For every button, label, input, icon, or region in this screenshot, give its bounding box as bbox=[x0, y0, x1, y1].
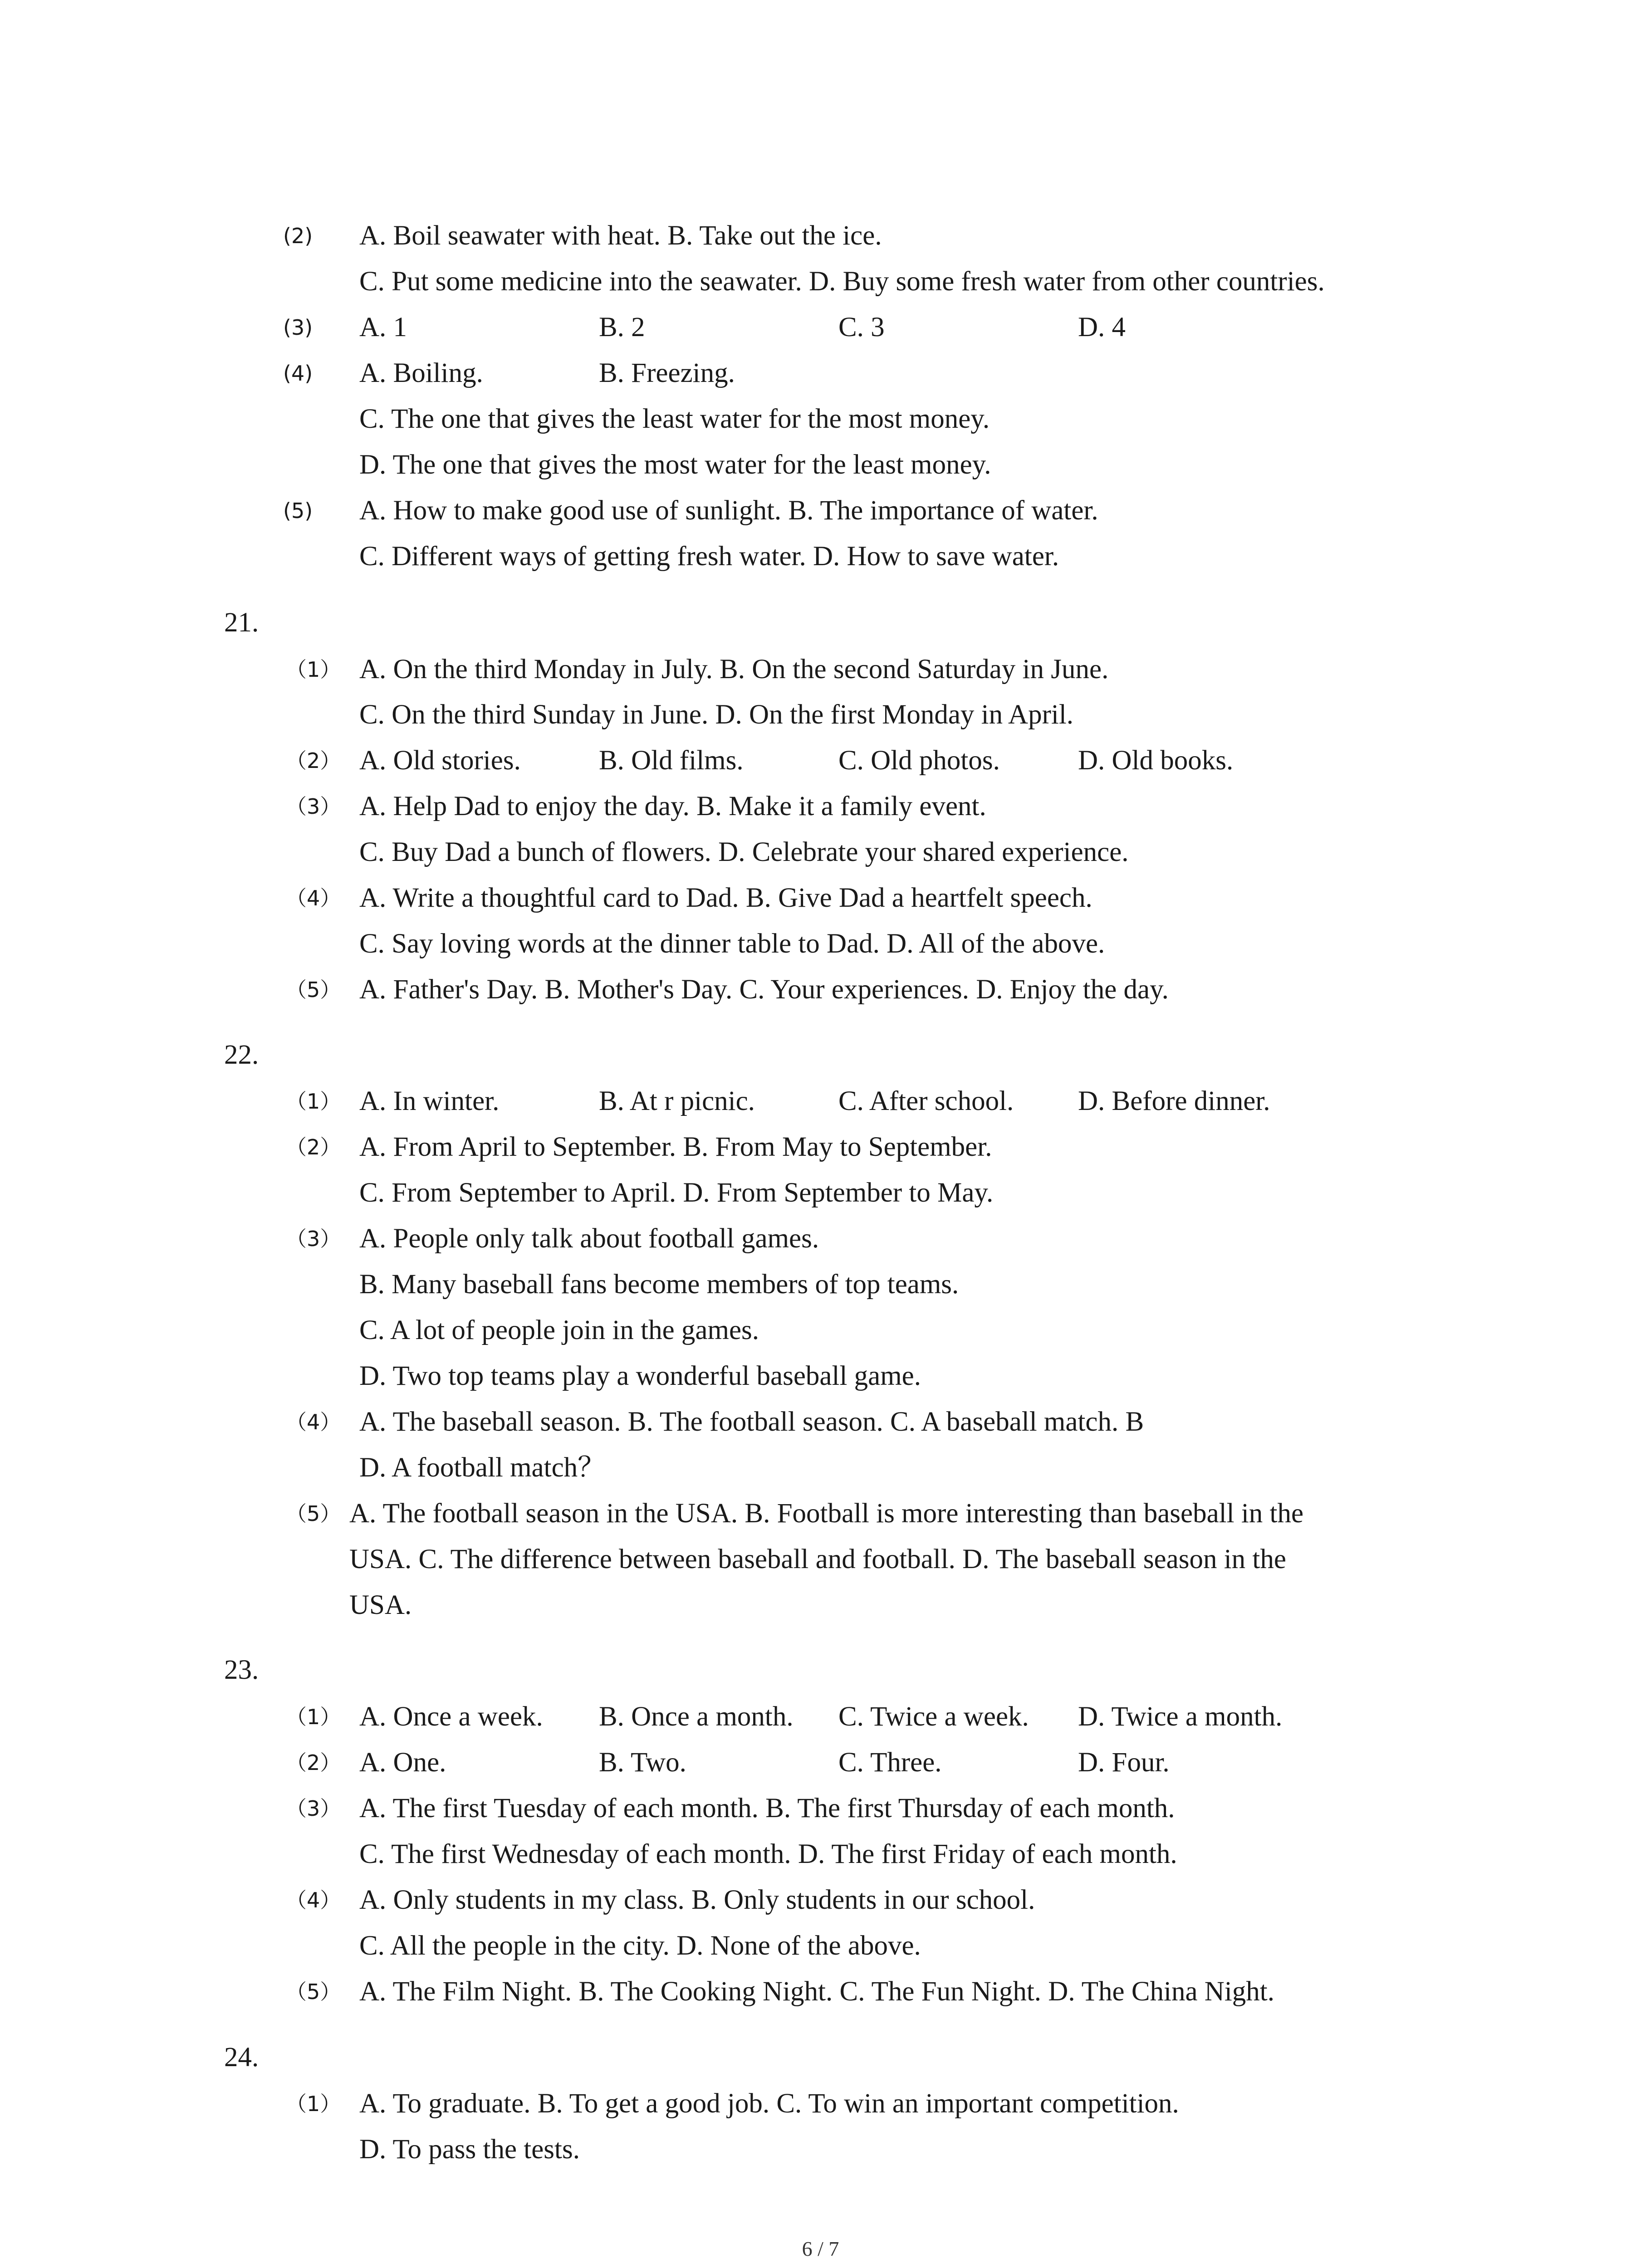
question-number: 23. bbox=[224, 1655, 259, 1685]
question-number: 24. bbox=[224, 2042, 259, 2072]
item-mark: （3） bbox=[286, 1227, 341, 1251]
option-line: A. People only talk about football games. bbox=[359, 1223, 819, 1254]
item-mark: （5） bbox=[286, 1980, 341, 2004]
option-a: A. Once a week. bbox=[359, 1701, 543, 1732]
option-b: B. Freezing. bbox=[599, 358, 735, 388]
option-line: USA. C. The difference between baseball and football. D. The baseball season in the bbox=[349, 1544, 1286, 1574]
option-line: D. Two top teams play a wonderful baseball game. bbox=[359, 1361, 921, 1391]
page-number: 6 / 7 bbox=[802, 2237, 839, 2260]
item-mark: （4） bbox=[286, 886, 341, 910]
option-line: A. The Film Night. B. The Cooking Night. C. The Fun Night. D. The China Night. bbox=[359, 1976, 1274, 2007]
option-line: A. Help Dad to enjoy the day. B. Make it a family event. bbox=[359, 791, 986, 821]
option-b: B. At r picnic. bbox=[599, 1086, 755, 1116]
option-line: C. On the third Sunday in June. D. On the first Monday in April. bbox=[359, 699, 1074, 730]
option-a: A. Old stories. bbox=[359, 745, 521, 776]
option-b: B. Old films. bbox=[599, 745, 744, 776]
item-mark: （1） bbox=[286, 1089, 341, 1114]
option-d: D. Four. bbox=[1078, 1747, 1170, 1778]
question-number: 21. bbox=[224, 607, 259, 638]
option-line: D. The one that gives the most water for the least money. bbox=[359, 450, 991, 480]
option-line: A. Write a thoughtful card to Dad. B. Give Dad a heartfelt speech. bbox=[359, 883, 1092, 913]
option-a: A. One. bbox=[359, 1747, 446, 1778]
item-mark: (5) bbox=[283, 499, 313, 523]
option-b: B. Once a month. bbox=[599, 1701, 794, 1732]
option-line: C. All the people in the city. D. None of the above. bbox=[359, 1931, 921, 1961]
item-mark: （1） bbox=[286, 2092, 341, 2116]
option-d: D. Old books. bbox=[1078, 745, 1234, 776]
option-line: C. Put some medicine into the seawater. D. Buy some fresh water from other countries. bbox=[359, 266, 1325, 297]
option-c: C. Old photos. bbox=[838, 745, 1000, 776]
item-mark: （1） bbox=[286, 657, 341, 682]
option-b: B. 2 bbox=[599, 312, 645, 342]
item-mark: （1） bbox=[286, 1705, 341, 1729]
option-d: D. 4 bbox=[1078, 312, 1126, 342]
option-line: C. From September to April. D. From September to May. bbox=[359, 1178, 994, 1208]
item-mark: （4） bbox=[286, 1410, 341, 1434]
item-mark: （5） bbox=[286, 978, 341, 1002]
option-line: A. The football season in the USA. B. Football is more interesting than baseball in the bbox=[349, 1498, 1304, 1529]
option-d: D. Before dinner. bbox=[1078, 1086, 1270, 1116]
item-mark: （2） bbox=[286, 748, 341, 773]
option-line: A. From April to September. B. From May to September. bbox=[359, 1132, 992, 1162]
option-c: C. 3 bbox=[838, 312, 885, 342]
item-mark: (4) bbox=[283, 361, 313, 386]
option-line: C. Different ways of getting fresh water. D. How to save water. bbox=[359, 541, 1059, 572]
option-c: C. Twice a week. bbox=[838, 1701, 1029, 1732]
option-line: A. The first Tuesday of each month. B. The first Thursday of each month. bbox=[359, 1793, 1175, 1823]
option-line: A. To graduate. B. To get a good job. C. To win an important competition. bbox=[359, 2088, 1179, 2119]
option-line: A. Boil seawater with heat. B. Take out the ice. bbox=[359, 220, 882, 251]
item-mark: （2） bbox=[286, 1135, 341, 1159]
item-mark: （3） bbox=[286, 794, 341, 819]
option-a: A. In winter. bbox=[359, 1086, 500, 1116]
item-mark: （2） bbox=[286, 1750, 341, 1775]
option-line: D. A football match？ bbox=[359, 1452, 606, 1483]
option-line: C. Buy Dad a bunch of flowers. D. Celebrate your shared experience. bbox=[359, 837, 1129, 867]
option-line: B. Many baseball fans become members of top teams. bbox=[359, 1269, 959, 1300]
option-line: USA. bbox=[349, 1590, 412, 1620]
option-line: D. To pass the tests. bbox=[359, 2134, 580, 2165]
option-a: A. Boiling. bbox=[359, 358, 483, 388]
option-line: A. How to make good use of sunlight. B. The importance of water. bbox=[359, 495, 1098, 526]
option-line: A. On the third Monday in July. B. On the second Saturday in June. bbox=[359, 654, 1109, 684]
option-d: D. Twice a month. bbox=[1078, 1701, 1283, 1732]
item-mark: （4） bbox=[286, 1888, 341, 1912]
item-mark: （3） bbox=[286, 1796, 341, 1821]
option-c: C. Three. bbox=[838, 1747, 942, 1778]
item-mark: (2) bbox=[283, 224, 313, 248]
option-c: C. After school. bbox=[838, 1086, 1014, 1116]
option-line: A. Only students in my class. B. Only students in our school. bbox=[359, 1885, 1035, 1915]
option-line: A. Father's Day. B. Mother's Day. C. Your experiences. D. Enjoy the day. bbox=[359, 974, 1169, 1005]
item-mark: (3) bbox=[283, 315, 313, 340]
question-number: 22. bbox=[224, 1040, 259, 1070]
option-b: B. Two. bbox=[599, 1747, 686, 1778]
option-line: C. A lot of people join in the games. bbox=[359, 1315, 759, 1345]
option-line: A. The baseball season. B. The football season. C. A baseball match. B bbox=[359, 1407, 1144, 1437]
option-a: A. 1 bbox=[359, 312, 407, 342]
item-mark: （5） bbox=[286, 1501, 341, 1526]
option-line: C. Say loving words at the dinner table to Dad. D. All of the above. bbox=[359, 929, 1105, 959]
option-line: C. The one that gives the least water for the most money. bbox=[359, 404, 990, 434]
option-line: C. The first Wednesday of each month. D. The first Friday of each month. bbox=[359, 1839, 1177, 1869]
